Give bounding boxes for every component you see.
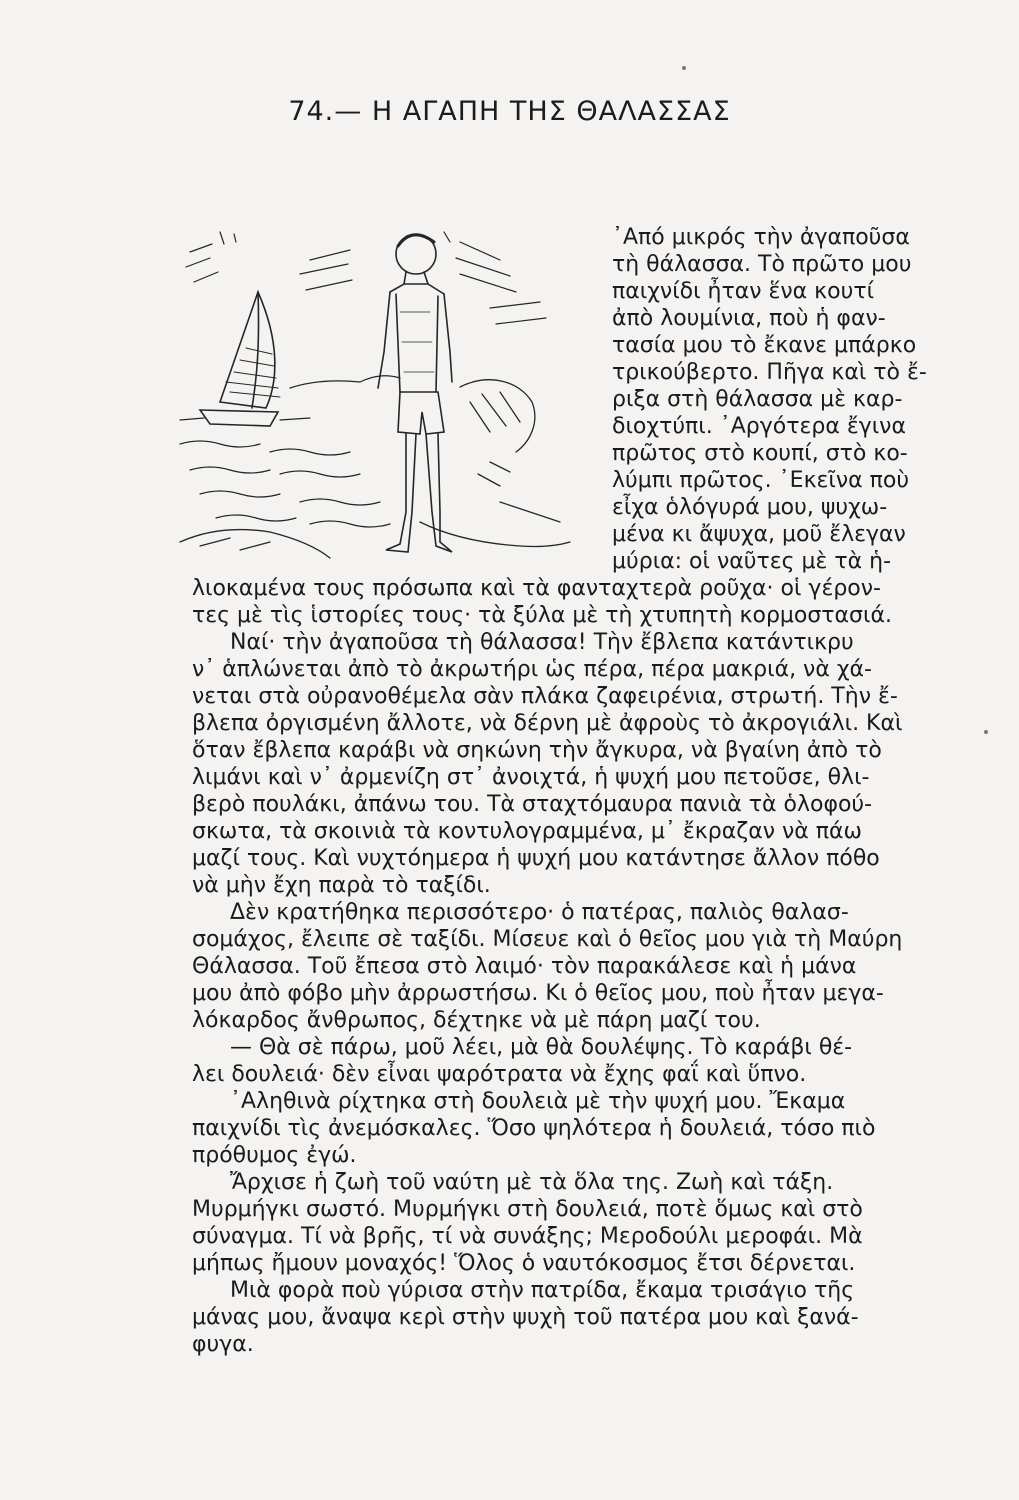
text-line: ᾿Αληθινὰ ρίχτηκα στὴ δουλειὰ μὲ τὴν ψυχή μου. Ἔκαμα [230, 1089, 846, 1114]
text-line: Μιὰ φορὰ ποὺ γύρισα στὴν πατρίδα, ἔκαμα τρισάγιο τῆς [230, 1278, 855, 1303]
margin-speck [984, 730, 988, 734]
text-line: λιμάνι καὶ ν᾿ ἀρμενίζη στ᾿ ἀνοιχτά, ἡ ψυχή μου πετοῦσε, θλι- [192, 765, 870, 790]
text-line: μαζί τους. Καὶ νυχτόημερα ἡ ψυχή μου κατάντησε ἄλλον πόθο [192, 846, 880, 871]
text-line: διοχτύπι. ᾿Αργότερα ἔγινα [612, 414, 906, 439]
sailboat [180, 292, 310, 426]
text-line: μου ἀπὸ φόβο μὴν ἀρρωστήσω. Κι ὁ θεῖος μου, ποὺ ἦταν μεγα- [192, 981, 884, 1006]
text-line: τρικούβερτο. Πῆγα καὶ τὸ ἔ- [612, 360, 927, 385]
text-line: σκωτα, τὰ σκοινιὰ τὰ κοντυλογραμμένα, μ᾿ ἔκραζαν νὰ πάω [192, 819, 862, 844]
text-line: τασία μου τὸ ἔκανε μπάρκο [612, 333, 917, 358]
boy-figure [378, 234, 452, 552]
text-line: πρόθυμος ἐγώ. [192, 1143, 357, 1168]
sea-waves [180, 376, 400, 527]
text-line: μάνας μου, ἄναψα κερὶ στὴν ψυχὴ τοῦ πατέρα μου καὶ ξανά- [192, 1305, 859, 1330]
text-line: Ναί· τὴν ἀγαποῦσα τὴ θάλασσα! Τὴν ἔβλεπα κατάντικρυ [230, 630, 854, 655]
text-line: ᾿Από μικρός τὴν ἀγαποῦσα [612, 225, 910, 250]
text-line: μήπως ἤμουν μοναχός! Ὅλος ὁ ναυτόκοσμος ἔτσι δέρνεται. [192, 1251, 856, 1276]
chapter-title: 74.— Η ΑΓΑΠΗ ΤΗΣ ΘΑΛΑΣΣΑΣ [288, 96, 731, 127]
text-line: λύμπι πρῶτος. ᾿Εκεῖνα ποὺ [612, 468, 910, 493]
text-line: λόκαρδος ἄνθρωπος, δέχτηκε νὰ μὲ πάρη μαζί του. [192, 1008, 761, 1033]
text-line: — Θὰ σὲ πάρω, μοῦ λέει, μὰ θὰ δουλέψης. Τὸ καράβι θέ- [230, 1035, 853, 1060]
text-line: τες μὲ τὶς ἱστορίες τους· τὰ ξύλα μὲ τὴ χτυπητὴ κορμοστασιά. [192, 603, 892, 628]
margin-speck [682, 66, 686, 70]
text-line: Θάλασσα. Τοῦ ἔπεσα στὸ λαιμό· τὸν παρακάλεσε καὶ ἡ μάνα [192, 954, 857, 979]
text-line: βλεπα ὀργισμένη ἄλλοτε, νὰ δέρνη μὲ ἀφροὺς τὸ ἀκρογιάλι. Καὶ [192, 711, 903, 736]
text-line: Δὲν κρατήθηκα περισσότερο· ὁ πατέρας, παλιὸς θαλασ- [230, 900, 849, 925]
text-line: πρῶτος στὸ κουπί, στὸ κο- [612, 441, 908, 466]
text-line: παιχνίδι ἦταν ἕνα κουτί [612, 279, 875, 304]
text-line: ὅταν ἔβλεπα καράβι νὰ σηκώνη τὴν ἄγκυρα, νὰ βγαίνη ἀπὸ τὸ [192, 738, 882, 763]
rocky-shore [180, 380, 570, 558]
text-line: ριξα στὴ θάλασσα μὲ καρ- [612, 387, 903, 412]
sky-hatching [186, 232, 546, 324]
text-line: σομάχος, ἔλειπε σὲ ταξίδι. Μίσευε καὶ ὁ θεῖος μου γιὰ τὴ Μαύρη [192, 927, 903, 952]
text-line: λιοκαμένα τους πρόσωπα καὶ τὰ φανταχτερὰ ροῦχα· οἱ γέρον- [192, 576, 881, 601]
text-line: βερὸ πουλάκι, ἀπάνω του. Τὰ σταχτόμαυρα πανιὰ τὰ ὁλοφού- [192, 792, 873, 817]
text-line: νεται στὰ οὐρανοθέμελα σὰν πλάκα ζαφειρένια, στρωτή. Τὴν ἔ- [192, 684, 898, 709]
text-line: μύρια: οἱ ναῦτες μὲ τὰ ἡ- [612, 549, 892, 574]
text-line: φυγα. [192, 1332, 254, 1357]
text-line: σύναγμα. Τί νὰ βρῆς, τί νὰ συνάξης; Μεροδούλι μεροφάι. Μὰ [192, 1224, 863, 1249]
text-line: τὴ θάλασσα. Τὸ πρῶτο μου [612, 252, 912, 277]
text-line: μένα κι ἄψυχα, μοῦ ἔλεγαν [612, 522, 906, 547]
text-line: ν᾿ ἁπλώνεται ἀπὸ τὸ ἀκρωτήρι ὡς πέρα, πέρα μακριά, νὰ χά- [192, 657, 872, 682]
text-line: παιχνίδι τὶς ἀνεμόσκαλες. Ὅσο ψηλότερα ἡ δουλειά, τόσο πιὸ [192, 1116, 876, 1141]
text-line: ἀπὸ λουμίνια, ποὺ ἡ φαν- [612, 306, 886, 331]
text-line: εἶχα ὁλόγυρά μου, ψυχω- [612, 495, 888, 520]
text-line: Ἄρχισε ἡ ζωὴ τοῦ ναύτη μὲ τὰ ὅλα της. Ζωὴ καὶ τάξη. [230, 1170, 834, 1195]
text-line: νὰ μὴν ἔχη παρὰ τὸ ταξίδι. [192, 873, 491, 898]
boy-by-the-sea-illustration [160, 212, 580, 572]
text-line: λει δουλειά· δὲν εἶναι ψαρότρατα νὰ ἔχης φαΐ καὶ ὕπνο. [192, 1062, 807, 1087]
text-line: Μυρμήγκι σωστό. Μυρμήγκι στὴ δουλειά, ποτὲ ὅμως καὶ στὸ [192, 1197, 863, 1222]
